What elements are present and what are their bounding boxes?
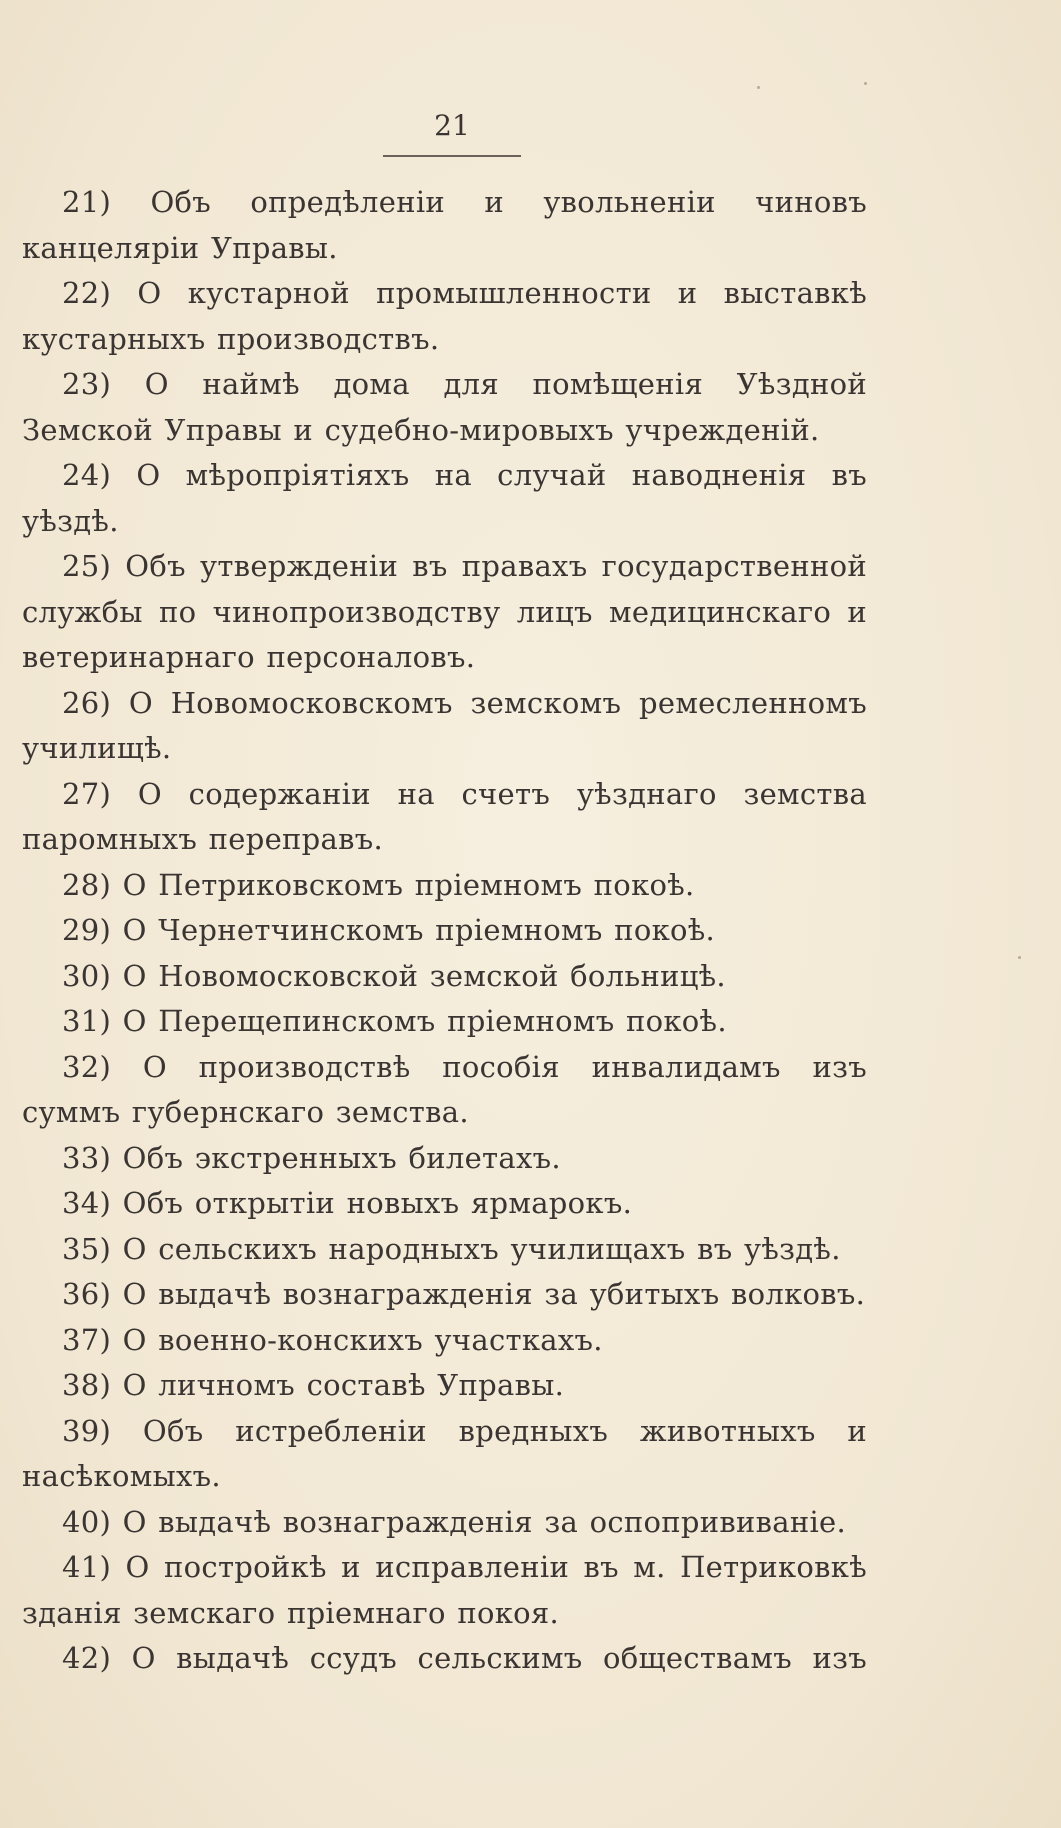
agenda-item-27: 27) О содержаніи на счетъ уѣзднаго земства паромныхъ переправъ. — [22, 776, 867, 856]
agenda-item-28: 28) О Петриковскомъ пріемномъ покоѣ. — [62, 867, 695, 902]
agenda-item-40: 40) О выдачѣ вознагражденія за оспопрививаніе. — [62, 1504, 847, 1539]
agenda-item-38: 38) О личномъ составѣ Управы. — [62, 1368, 565, 1402]
agenda-item-30: 30) О Новомосковской земской больницѣ. — [62, 958, 726, 993]
agenda-item-29: 29) О Чернетчинскомъ пріемномъ покоѣ. — [62, 913, 716, 947]
agenda-item-42: 42) О выдачѣ ссудъ сельскимъ обществамъ изъ — [62, 1641, 867, 1675]
agenda-item-33: 33) Объ экстренныхъ билетахъ. — [62, 1140, 561, 1175]
paper-speck — [757, 86, 760, 89]
paper-speck — [864, 82, 867, 85]
agenda-item-31: 31) О Перещепинскомъ пріемномъ покоѣ. — [62, 1004, 727, 1038]
agenda-item-36: 36) О выдачѣ вознагражденія за убитыхъ волковъ. — [62, 1277, 866, 1311]
agenda-item-23: 23) О наймѣ дома для помѣщенія Уѣздной Земской Управы и судебно-мировыхъ учрежденій. — [22, 367, 867, 447]
agenda-item-24: 24) О мѣропріятіяхъ на случай наводненія въ уѣздѣ. — [22, 458, 867, 538]
agenda-item-32: 32) О производствѣ пособія инвалидамъ изъ суммъ губернскаго земства. — [22, 1049, 867, 1129]
paper-speck — [1018, 956, 1021, 959]
agenda-item-26: 26) О Новомосковскомъ земскомъ ремесленномъ училищѣ. — [22, 685, 867, 765]
page-number: 21 — [434, 109, 470, 142]
agenda-item-21: 21) Объ опредѣленіи и увольненіи чиновъ канцеляріи Управы. — [22, 185, 867, 265]
agenda-item-41: 41) О постройкѣ и исправленіи въ м. Петриковкѣ зданія земскаго пріемнаго покоя. — [22, 1550, 867, 1630]
agenda-item-37: 37) О военно-конскихъ участкахъ. — [62, 1322, 603, 1357]
agenda-item-25: 25) Объ утвержденіи въ правахъ государственной службы по чинопроизводству лицъ медицинскаго и ветеринарнаго персоналовъ. — [22, 549, 867, 674]
agenda-item-35: 35) О сельскихъ народныхъ училищахъ въ уѣздѣ. — [62, 1231, 841, 1266]
agenda-item-39: 39) Объ истребленіи вредныхъ животныхъ и насѣкомыхъ. — [22, 1413, 867, 1493]
page-number-rule — [383, 155, 521, 157]
agenda-item-34: 34) Объ открытіи новыхъ ярмарокъ. — [62, 1186, 633, 1220]
agenda-list — [22, 180, 867, 1682]
agenda-item-22: 22) О кустарной промышленности и выставкѣ кустарныхъ производствъ. — [22, 276, 867, 356]
